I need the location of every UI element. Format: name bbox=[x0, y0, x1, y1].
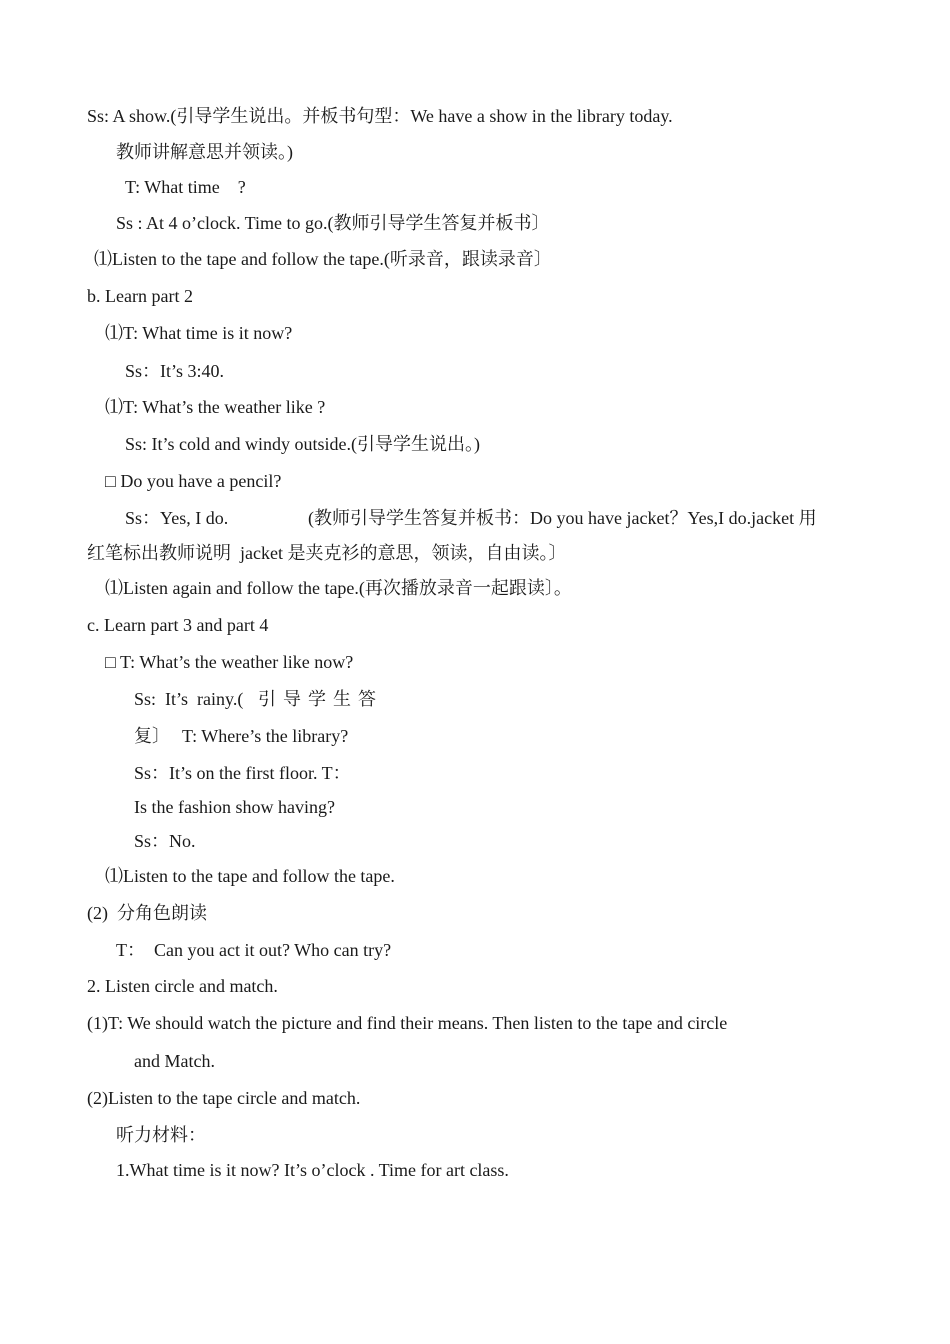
line-answer-close: 复〕 bbox=[134, 726, 170, 746]
line-listen-circle-match: (2)Listen to the tape circle and match. bbox=[87, 1088, 361, 1108]
line-ss-a-show: Ss: A show.(引导学生说出。并板书句型：We have a show in the library today. bbox=[87, 106, 673, 126]
line-ss-rainy: Ss: It’s rainy.( bbox=[134, 689, 244, 709]
line-listen-again: ⑴Listen again and follow the tape.(再次播放录音一起跟读〕。 bbox=[105, 578, 572, 598]
line-ss-first-floor: Ss：It’s on the first floor. T： bbox=[134, 763, 351, 783]
line-t-weather: ⑴T: What’s the weather like ? bbox=[105, 397, 326, 417]
line-material-item-1: 1.What time is it now? It’s o’clock . Time for art class. bbox=[116, 1160, 509, 1180]
line-t-where-library: T: Where’s the library? bbox=[182, 726, 349, 746]
line-t-what-time: T: What time ? bbox=[125, 177, 246, 197]
line-teacher-explains: 教师讲解意思并领读。) bbox=[116, 142, 293, 162]
line-listen-tape-1: ⑴Listen to the tape and follow the tape.(听录音，跟读录音〕 bbox=[94, 249, 552, 269]
heading-learn-part-3-4: c. Learn part 3 and part 4 bbox=[87, 615, 269, 635]
line-listening-material: 听力材料： bbox=[116, 1125, 206, 1145]
line-listen-tape-2: ⑴Listen to the tape and follow the tape. bbox=[105, 866, 395, 886]
line-ss-no: Ss：No. bbox=[134, 831, 196, 851]
line-ss-yes-i-do: Ss：Yes, I do. bbox=[125, 508, 229, 528]
line-t-what-time-now: ⑴T: What time is it now? bbox=[105, 323, 293, 343]
line-t-watch-picture: (1)T: We should watch the picture and find their means. Then listen to the tape and circle bbox=[87, 1013, 728, 1033]
line-t-act-it-out: T： Can you act it out? Who can try? bbox=[116, 940, 392, 960]
line-teacher-jacket: (教师引导学生答复并板书：Do you have jacket？Yes,I do.jacket 用 bbox=[308, 508, 817, 528]
line-t-weather-now: □ T: What’s the weather like now? bbox=[105, 652, 354, 672]
heading-learn-part-2: b. Learn part 2 bbox=[87, 286, 193, 306]
line-ss-at-4: Ss : At 4 o’clock. Time to go.(教师引导学生答复并板书〕 bbox=[116, 213, 550, 233]
line-role-reading: (2) 分角色朗读 bbox=[87, 903, 207, 923]
line-guide-students-answer: 引导学生答 bbox=[258, 689, 383, 709]
line-ss-340: Ss：It’s 3:40. bbox=[125, 361, 225, 381]
line-red-pen-jacket: 红笔标出教师说明 jacket 是夹克衫的意思，领读，自由读。〕 bbox=[87, 543, 567, 563]
line-fashion-show: Is the fashion show having? bbox=[134, 797, 335, 817]
line-and-match: and Match. bbox=[134, 1051, 215, 1071]
line-ss-cold-windy: Ss: It’s cold and windy outside.(引导学生说出。) bbox=[125, 434, 480, 454]
line-do-you-have-pencil: □ Do you have a pencil? bbox=[105, 471, 282, 491]
heading-listen-circle-match: 2. Listen circle and match. bbox=[87, 976, 278, 996]
